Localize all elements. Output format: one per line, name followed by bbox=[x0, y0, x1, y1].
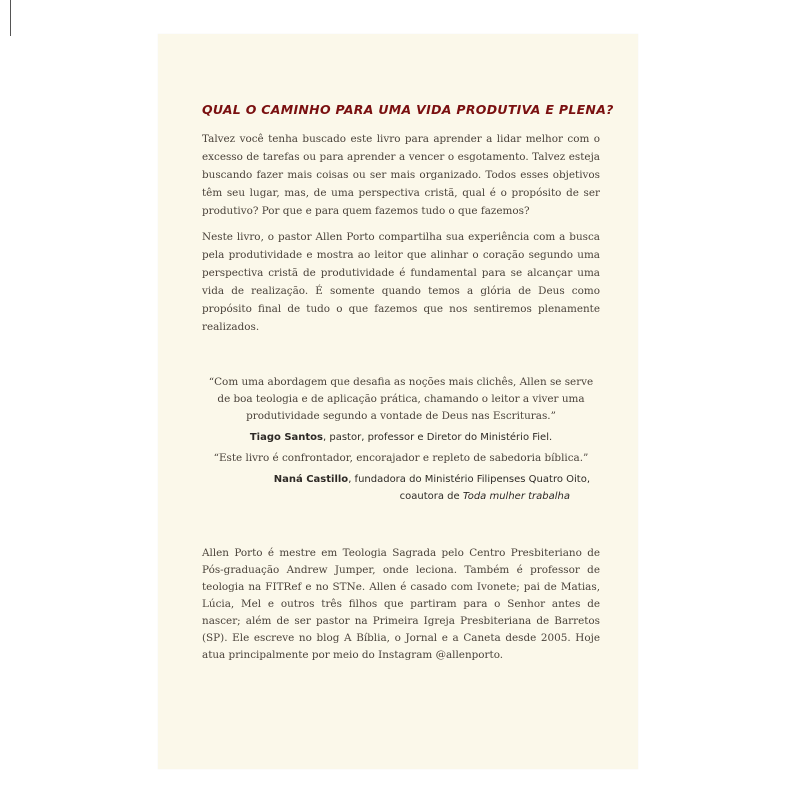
endorser-role-2-prefix: coautora de bbox=[399, 491, 463, 502]
summary-paragraph: Neste livro, o pastor Allen Porto compartilha sua experiência com a busca pela produtividade e mostra ao leitor que alinhar o coração segundo uma perspectiva cristã de produtividade é fundamental para se alcançar uma vida de realização. É somente quando temos a glória de Deus como propósito final de tudo o que fazemos que nos sentiremos plenamente realizados. bbox=[202, 231, 600, 333]
cover-heading: QUAL O CAMINHO PARA UMA VIDA PRODUTIVA E PLENA? bbox=[202, 102, 614, 117]
book-back-cover bbox=[158, 34, 638, 769]
endorsement-attribution-2 bbox=[202, 471, 590, 488]
back-cover-content bbox=[202, 102, 614, 674]
endorser-role-2: , fundadora do Ministério Filipenses Quatro Oito, bbox=[348, 474, 590, 485]
endorsement-attribution-2-line2 bbox=[202, 488, 570, 505]
endorser-name-2: Naná Castillo bbox=[273, 474, 349, 485]
endorser-role-1: , pastor, professor e Diretor do Ministério Fiel. bbox=[323, 432, 553, 443]
book-title-reference: Toda mulher trabalha bbox=[462, 491, 570, 502]
endorser-name-1: Tiago Santos bbox=[249, 432, 324, 443]
endorsement-attribution-1 bbox=[202, 429, 600, 446]
endorsement-quote-2: “Este livro é confrontador, encorajador e repleto de sabedoria bíblica.” bbox=[213, 452, 589, 464]
endorsement-quote-1: “Com uma abordagem que desafia as noções mais clichês, Allen se serve de boa teologia e de aplicação prática, chamando o leitor a viver uma produtividade segundo a vontade de Deus nas Escrituras.” bbox=[208, 376, 594, 422]
crop-mark bbox=[0, 0, 11, 36]
author-bio: Allen Porto é mestre em Teologia Sagrada pelo Centro Presbiteriano de Pós-graduação Andrew Jumper, onde leciona. Também é professor de teologia na FITRef e no STNe. Allen é casado com Ivonete; pai de Matias, Lúcia, Mel e outros três filhos que partiram para o Senhor antes de nascer; além de ser pastor na Primeira Igreja Presbiteriana de Barretos (SP). Ele escreve no blog A Bíblia, o Jornal e a Caneta desde 2005. Hoje atua principalmente por meio do Instagram @allenporto. bbox=[202, 547, 600, 661]
intro-paragraph: Talvez você tenha buscado este livro para aprender a lidar melhor com o excesso de tarefas ou para aprender a vencer o esgotamento. Talvez esteja buscando fazer mais coisas ou ser mais organizado. Todos esses objetivos têm seu lugar, mas, de uma perspectiva cristã, qual é o propósito de ser produtivo? Por que e para quem fazemos tudo o que fazemos? bbox=[202, 133, 600, 217]
